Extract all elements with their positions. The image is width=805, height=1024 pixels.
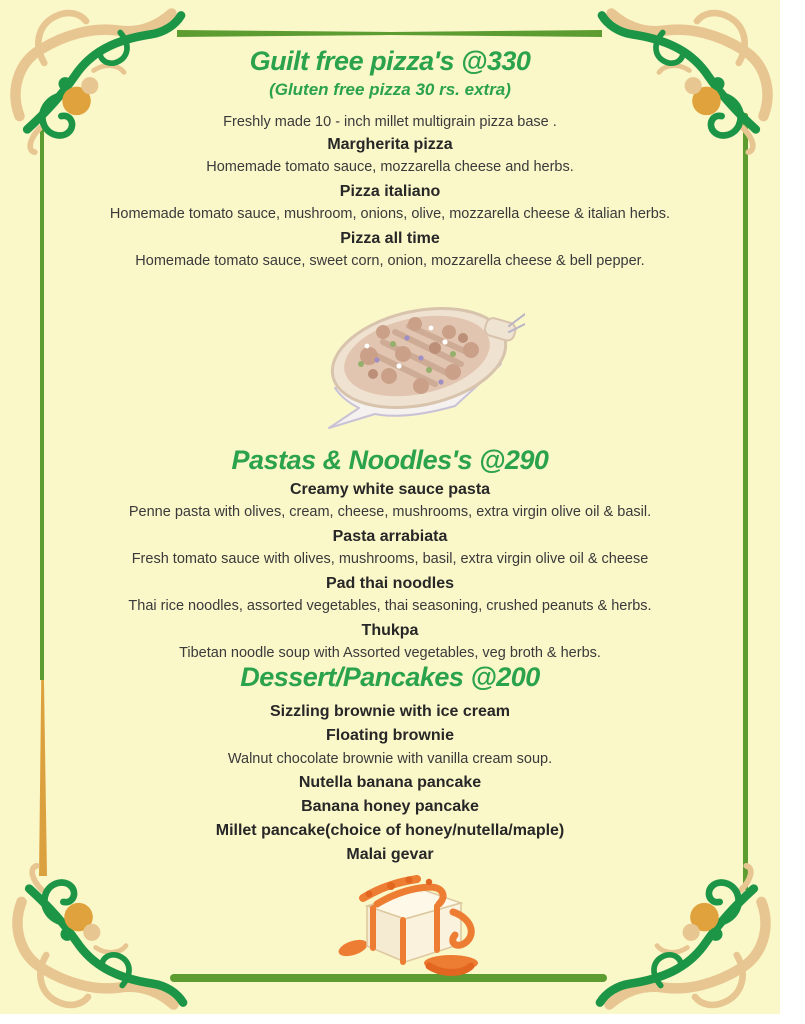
menu-item-description: Walnut chocolate brownie with vanilla cream soup. [227, 751, 553, 767]
menu-item-name: Banana honey pancake [301, 798, 479, 815]
menu-item-name: Malai gevar [346, 846, 434, 863]
menu-section-1 [0, 46, 780, 272]
pizza-illustration [303, 298, 525, 430]
menu-item-name: Pasta arrabiata [332, 528, 448, 545]
menu-item-name: Margherita pizza [327, 136, 453, 153]
menu-item-description: Fresh tomato sauce with olives, mushrooms, basil, extra virgin olive oil & cheese [131, 551, 649, 567]
menu-item-name: Creamy white sauce pasta [289, 481, 491, 498]
menu-section-2 [0, 445, 780, 664]
menu-section-3 [0, 662, 780, 867]
dessert-cake-illustration [333, 862, 495, 976]
menu-item-description: Homemade tomato sauce, mushroom, onions, olive, mozzarella cheese & italian herbs. [109, 206, 671, 222]
border-top-line [177, 30, 602, 37]
section-heading: Pastas & Noodles's @290 [231, 445, 549, 475]
menu-item-name: Thukpa [361, 622, 419, 639]
menu-item-description: Thai rice noodles, assorted vegetables, thai seasoning, crushed peanuts & herbs. [128, 598, 652, 614]
menu-item-description: Homemade tomato sauce, sweet corn, onion, mozzarella cheese & bell pepper. [135, 253, 645, 269]
corner-flourish-bottom-right [592, 862, 777, 1014]
menu-item-name: Nutella banana pancake [298, 774, 482, 791]
menu-item-description: Homemade tomato sauce, mozzarella cheese and herbs. [206, 159, 574, 175]
section-subheading: (Gluten free pizza 30 rs. extra) [269, 80, 511, 99]
menu-item-description: Penne pasta with olives, cream, cheese, mushrooms, extra virgin olive oil & basil. [128, 504, 652, 520]
menu-item-name: Pizza all time [340, 230, 440, 247]
menu-item-name: Pizza italiano [339, 183, 441, 200]
section-note: Freshly made 10 - inch millet multigrain pizza base . [223, 114, 557, 130]
menu-item-description: Tibetan noodle soup with Assorted vegetables, veg broth & herbs. [179, 645, 601, 661]
menu-item-name: Sizzling brownie with ice cream [269, 703, 511, 720]
menu-item-name: Millet pancake(choice of honey/nutella/maple) [215, 822, 565, 839]
menu-item-name: Pad thai noodles [325, 575, 454, 592]
section-heading: Guilt free pizza's @330 [249, 46, 531, 76]
corner-flourish-bottom-left [6, 862, 191, 1014]
menu-item-name: Floating brownie [326, 727, 454, 744]
section-heading: Dessert/Pancakes @200 [240, 662, 540, 692]
